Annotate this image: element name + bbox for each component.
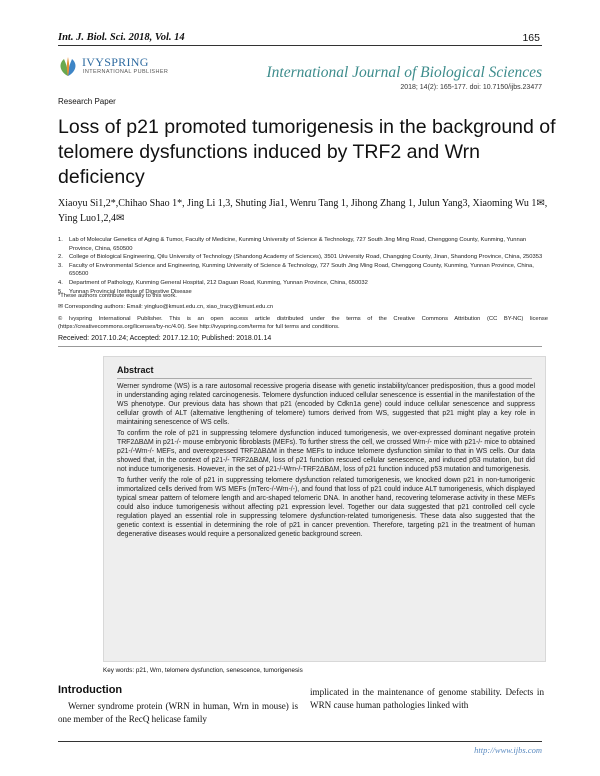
abstract-heading: Abstract bbox=[117, 365, 154, 375]
affiliation-item: 4. Department of Pathology, Kunming General Hospital, 212 Daguan Road, Kunming, Yunnan Province, China, 650032 bbox=[58, 279, 368, 286]
article-title: Loss of p21 promoted tumorigenesis in the background of telomere dysfunctions induced by TRF2 and Wrn deficiency bbox=[58, 116, 556, 188]
citation-doi: 2018; 14(2): 165-177. doi: 10.7150/ijbs.23477 bbox=[400, 84, 542, 91]
page-number: 165 bbox=[522, 32, 540, 44]
affiliation-item: 3. Faculty of Environmental Science and Engineering, Kunming University of Science & Technology, 727 South Jing Ming Road, Chenggong County, Kunming, Yunnan Province, China, 650500 bbox=[58, 262, 534, 278]
publication-dates: Received: 2017.10.24; Accepted: 2017.12.10; Published: 2018.01.14 bbox=[58, 335, 272, 342]
license-note: © Ivyspring International Publisher. This is an open access article distributed under the terms of the Creative Commons Attribution (CC BY-NC) license (https://creativecommons.org/licenses/by-nc/4.0/). See http://ivyspring.com/terms for full terms and conditions. bbox=[58, 316, 548, 330]
abstract-paragraph: Werner syndrome (WS) is a rare autosomal recessive progeria disease with genetic instability/cancer predisposition, thus a good model in understanding aging related carcinogenesis. Telomere dysfunction induced cellular senescence is essential in the manifestation of the WS phenotype. Our previous data has shown that p21 (encoded by Cdkn1a gene) could induce cellular senescence and suppress cellular growth of ALT (alternative lengthening of telomere) tumors derived from WS, suggested that p21 might play a key role in maintaining senescence of WS cells. bbox=[117, 383, 535, 426]
running-header-journal: Int. J. Biol. Sci. 2018, Vol. 14 bbox=[58, 32, 185, 43]
journal-website-link[interactable]: http://www.ijbs.com bbox=[474, 745, 542, 755]
ivy-leaf-icon bbox=[56, 56, 80, 78]
introduction-text-right: implicated in the maintenance of genome stability. Defects in WRN cause human pathologies linked with bbox=[310, 687, 544, 711]
publisher-name: IVYSPRING bbox=[82, 55, 149, 69]
journal-title: International Journal of Biological Sciences bbox=[266, 64, 542, 81]
footer-divider bbox=[58, 741, 542, 742]
correspondence-note: ✉ Corresponding authors: Email: yingluo@kmust.edu.cn, xiao_tracy@kmust.edu.cn bbox=[58, 304, 274, 310]
affiliation-item: 1. Lab of Molecular Genetics of Aging & Tumor, Faculty of Medicine, Kunming University of Science & Technology, 727 South Jing Ming Road, Chenggong County, Kunming, Yunnan Province, China, 650500 bbox=[58, 237, 527, 252]
affiliation-list bbox=[58, 236, 548, 296]
introduction-text-left: Werner syndrome protein (WRN in human, Wrn in mouse) is one member of the RecQ helicase family bbox=[58, 701, 298, 725]
abstract-box bbox=[103, 356, 546, 662]
abstract-paragraph: To further verify the role of p21 in suppressing telomere dysfunction related tumorigenesis, we knocked down p21 in non-tumorigenic immortalized cells derived from WS MEFs (mTerc-/-Wrn-/-), and found that loss of p21 could induce ALT tumorigenesis, which displayed typical smear pattern of telomere length and arc-shaped telomeric DNA. In another hand, recovering telomerase activity in these MEFs could also induce tumorigenesis without affecting p21 expression level. Together our data suggested that p21 controlled cell cycle regulation played an essential role in suppressing telomere dysfunction-related tumorigenesis. These data also suggested that the genetic context is essential in determining the role of p21 in cancer prevention. Therefore, targeting p21 in the treatment of human degenerative diseases would require a personalized genetic background screen. bbox=[117, 477, 535, 539]
publisher-subtitle: INTERNATIONAL PUBLISHER bbox=[83, 69, 169, 75]
abstract-divider bbox=[117, 378, 532, 379]
equal-contribution-note: *These authors contribute equally to this work. bbox=[58, 293, 177, 299]
dates-divider bbox=[58, 346, 542, 347]
author-list: Xiaoyu Si1,2*,Chihao Shao 1*, Jing Li 1,3, Shuting Jia1, Wenru Tang 1, Jihong Zhang 1, Julun Yang3, Xiaoming Wu 1✉, Ying Luo1,2,4✉ bbox=[58, 198, 548, 224]
article-type: Research Paper bbox=[58, 97, 116, 106]
header-divider bbox=[58, 45, 542, 46]
affiliation-item: 2. College of Biological Engineering, Qilu University of Technology (Shandong Academy of Sciences), 3501 University Road, Changqing County, Jinan, Shandong Province, China, 250353 bbox=[58, 254, 543, 261]
keywords: Key words: p21, Wrn, telomere dysfunction, senescence, tumorigenesis bbox=[103, 667, 303, 674]
abstract-body bbox=[117, 383, 535, 542]
introduction-heading: Introduction bbox=[58, 684, 123, 696]
publisher-logo bbox=[56, 54, 206, 80]
affiliation-item: 5. Yunnan Provincial Institute of Digestive Disease bbox=[58, 288, 192, 295]
abstract-paragraph: To confirm the role of p21 in suppressing telomere dysfunction induced tumorigenesis, we over-expressed dominant negative protein TRF2ΔBΔM in p21-/- mouse embryonic fibroblasts (MEFs). To further stress the cell, we crossed Wrn-/- mice with p21-/- mice to obtained p21-/-Wrn-/- MEFs, and overexpressed TRF2ΔBΔM in these MEFs to induce telomere dysfunction similar to that in WS cells. Our data showed that, in the context of p21-/- TRF2ΔBΔM, loss of p21 function rescued cellular senescence, and induced p53 mutation, but did not induce tumorigenesis. However, in the set of p21-/-Wrn-/-TRF2ΔBΔM, loss of p21 function induced p53 mutation and tumorigenesis. bbox=[117, 430, 535, 473]
